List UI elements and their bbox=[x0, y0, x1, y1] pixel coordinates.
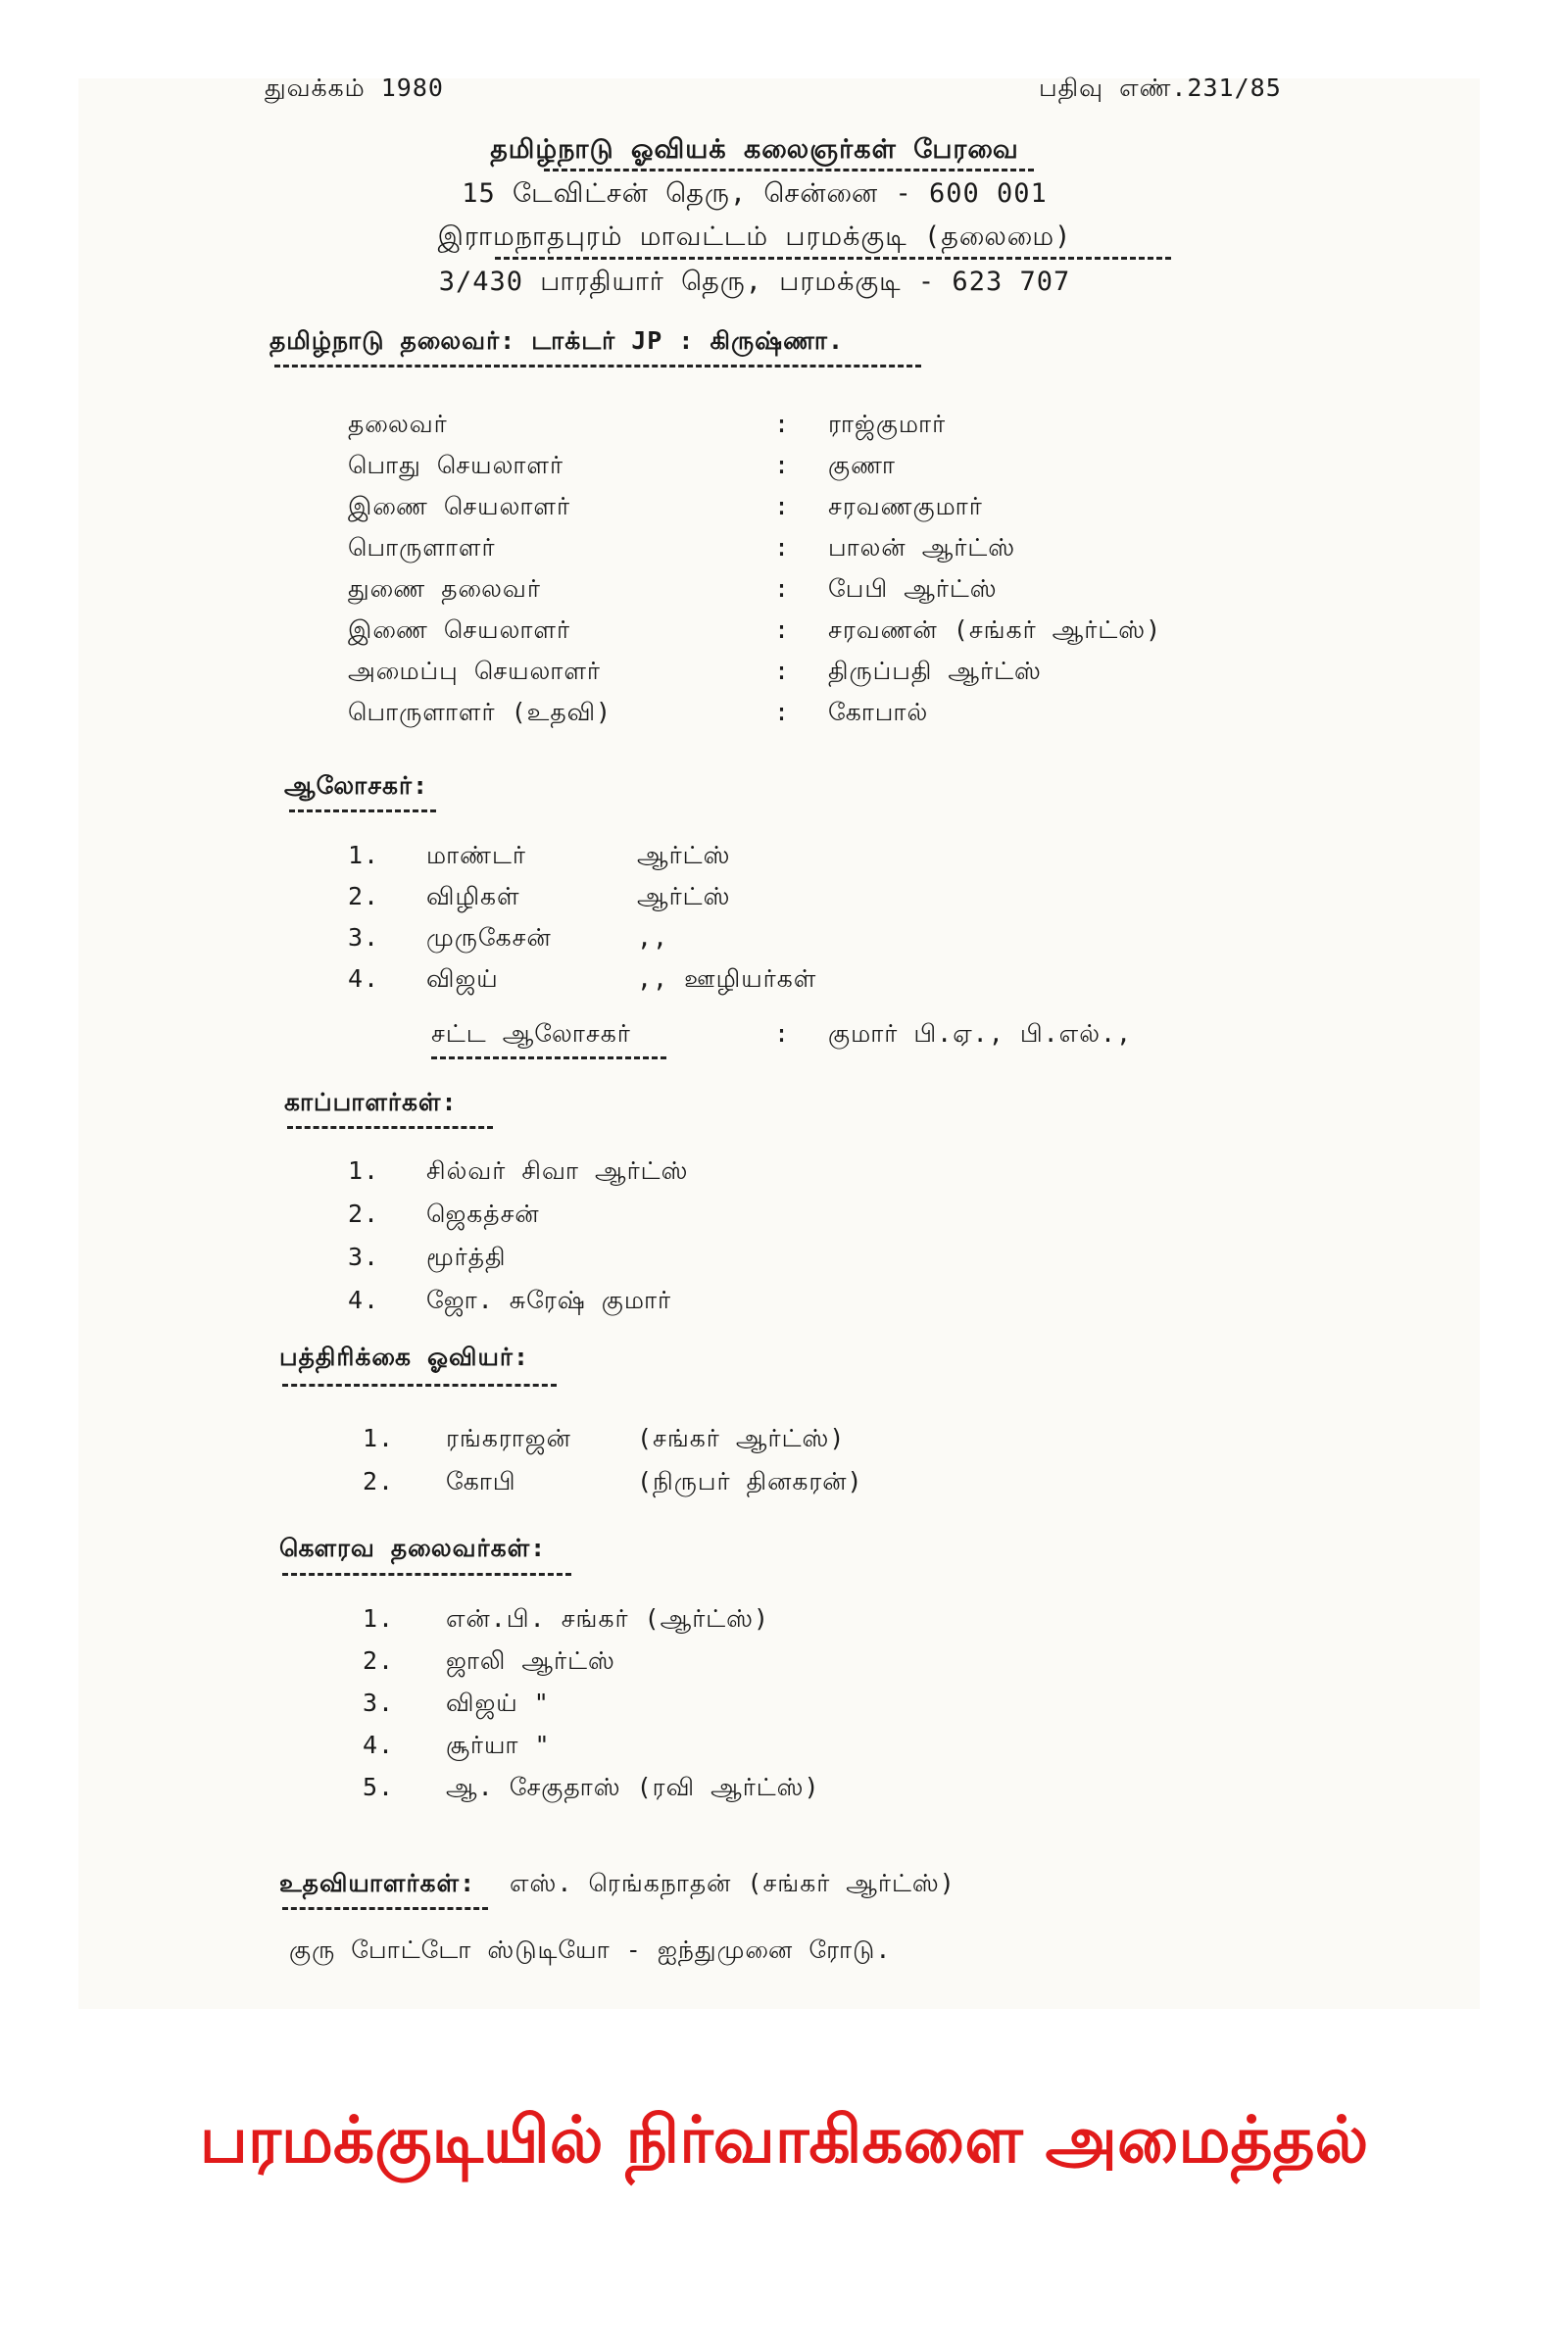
officer-name: சரவணகுமார் bbox=[828, 492, 983, 520]
assistants-underline bbox=[282, 1907, 488, 1910]
press-artist-note: (நிருபர் தினகரன்) bbox=[637, 1467, 863, 1495]
state-president-underline bbox=[274, 365, 921, 368]
assistants-value: எஸ். ரெங்கநாதன் (சங்கர் ஆர்ட்ஸ்) bbox=[510, 1869, 956, 1897]
advisor-name: விழிகள் bbox=[426, 882, 520, 910]
advisor-number: 1. bbox=[348, 841, 380, 869]
officer-separator: : bbox=[774, 698, 791, 726]
org-name: தமிழ்நாடு ஓவியக் கலைஞர்கள் பேரவை bbox=[490, 134, 1019, 165]
press-artist-note: (சங்கர் ஆர்ட்ஸ்) bbox=[637, 1424, 846, 1452]
officer-name: சரவணன் (சங்கர் ஆர்ட்ஸ்) bbox=[828, 615, 1162, 644]
patron-name: ஜோ. சுரேஷ் குமார் bbox=[426, 1286, 672, 1314]
officer-separator: : bbox=[774, 533, 791, 562]
officer-role: பொருளாளர் bbox=[348, 533, 496, 562]
officer-separator: : bbox=[774, 492, 791, 520]
honorary-name: என்.பி. சங்கர் (ஆர்ட்ஸ்) bbox=[446, 1604, 770, 1633]
caption-title: பரமக்குடியில் நிர்வாகிகளை அமைத்தல் bbox=[199, 2102, 1369, 2178]
honorary-underline bbox=[282, 1573, 571, 1576]
officer-separator: : bbox=[774, 451, 791, 479]
officer-role: தலைவர் bbox=[348, 410, 448, 438]
honorary-name: ஆ. சேகுதாஸ் (ரவி ஆர்ட்ஸ்) bbox=[446, 1773, 820, 1801]
honorary-number: 3. bbox=[363, 1689, 395, 1717]
patron-number: 1. bbox=[348, 1156, 380, 1185]
assistants-label: உதவியாளர்கள்: bbox=[279, 1869, 476, 1897]
patron-name: ஜெகத்சன் bbox=[426, 1200, 540, 1228]
officer-name: குணா bbox=[828, 451, 896, 479]
patron-name: சில்வர் சிவா ஆர்ட்ஸ் bbox=[426, 1156, 689, 1185]
org-address: 15 டேவிட்சன் தெரு, சென்னை - 600 001 bbox=[462, 178, 1048, 209]
advisor-name: முருகேசன் bbox=[426, 923, 552, 952]
advisor-note: ,, ஊழியர்கள் bbox=[637, 964, 817, 993]
officer-role: அமைப்பு செயலாளர் bbox=[348, 657, 601, 685]
officer-role: துணை தலைவர் bbox=[348, 574, 541, 603]
advisor-note: ,, bbox=[637, 923, 669, 952]
advisor-number: 3. bbox=[348, 923, 380, 952]
officer-name: திருப்பதி ஆர்ட்ஸ் bbox=[828, 657, 1042, 685]
patrons-heading: காப்பாளர்கள்: bbox=[284, 1088, 458, 1116]
officer-name: பேபி ஆர்ட்ஸ் bbox=[828, 574, 998, 603]
advisor-number: 4. bbox=[348, 964, 380, 993]
honorary-name: ஜாலி ஆர்ட்ஸ் bbox=[446, 1646, 615, 1675]
officer-role: இணை செயலாளர் bbox=[348, 492, 571, 520]
legal-advisor-name: குமார் பி.ஏ., பி.எல்., bbox=[828, 1019, 1133, 1048]
advisor-name: விஜய் bbox=[426, 964, 499, 993]
officer-role: பொது செயலாளர் bbox=[348, 451, 564, 479]
honorary-number: 4. bbox=[363, 1731, 395, 1759]
district-address: 3/430 பாரதியார் தெரு, பரமக்குடி - 623 707 bbox=[438, 267, 1071, 297]
press-artist-name: கோபி bbox=[446, 1467, 516, 1495]
registration-number: பதிவு எண்.231/85 bbox=[1039, 74, 1282, 102]
legal-advisor-label: சட்ட ஆலோசகர் bbox=[431, 1019, 631, 1048]
honorary-number: 1. bbox=[363, 1604, 395, 1633]
officer-separator: : bbox=[774, 410, 791, 438]
patrons-underline bbox=[287, 1126, 493, 1129]
advisor-name: மாண்டர் bbox=[426, 841, 526, 869]
officer-role: பொருளாளர் (உதவி) bbox=[348, 698, 612, 726]
founded-year: துவக்கம் 1980 bbox=[265, 74, 444, 102]
legal-advisor-separator: : bbox=[774, 1019, 791, 1048]
studio-line: குரு போட்டோ ஸ்டுடியோ - ஐந்துமுனை ரோடு. bbox=[289, 1936, 892, 1964]
officer-separator: : bbox=[774, 574, 791, 603]
advisor-note: ஆர்ட்ஸ் bbox=[637, 882, 731, 910]
advisor-number: 2. bbox=[348, 882, 380, 910]
honorary-number: 5. bbox=[363, 1773, 395, 1801]
press-artist-number: 2. bbox=[363, 1467, 395, 1495]
district-title: இராமநாதபுரம் மாவட்டம் பரமக்குடி (தலைமை) bbox=[437, 221, 1072, 252]
officer-role: இணை செயலாளர் bbox=[348, 615, 571, 644]
officer-name: ராஜ்குமார் bbox=[828, 410, 947, 438]
legal-advisor-underline bbox=[431, 1056, 666, 1059]
honorary-number: 2. bbox=[363, 1646, 395, 1675]
honorary-name: விஜய் " bbox=[446, 1689, 550, 1717]
patron-number: 3. bbox=[348, 1243, 380, 1271]
patron-number: 4. bbox=[348, 1286, 380, 1314]
honorary-heading: கௌரவ தலைவர்கள்: bbox=[279, 1534, 547, 1562]
org-name-underline bbox=[544, 169, 1034, 172]
patron-name: மூர்த்தி bbox=[426, 1243, 507, 1271]
officer-name: கோபால் bbox=[828, 698, 929, 726]
press-artist-number: 1. bbox=[363, 1424, 395, 1452]
officer-separator: : bbox=[774, 615, 791, 644]
district-underline bbox=[495, 257, 1171, 260]
officer-name: பாலன் ஆர்ட்ஸ் bbox=[828, 533, 1016, 562]
state-president: தமிழ்நாடு தலைவர்: டாக்டர் JP : கிருஷ்ணா. bbox=[270, 326, 845, 355]
press-artists-underline bbox=[282, 1384, 557, 1387]
advisor-note: ஆர்ட்ஸ் bbox=[637, 841, 731, 869]
press-artist-name: ரங்கராஜன் bbox=[446, 1424, 571, 1452]
advisors-heading: ஆலோசகர்: bbox=[284, 771, 429, 800]
advisors-underline bbox=[289, 809, 436, 812]
honorary-name: சூர்யா " bbox=[446, 1731, 551, 1759]
press-artists-heading: பத்திரிக்கை ஓவியர்: bbox=[279, 1343, 530, 1371]
officer-separator: : bbox=[774, 657, 791, 685]
patron-number: 2. bbox=[348, 1200, 380, 1228]
